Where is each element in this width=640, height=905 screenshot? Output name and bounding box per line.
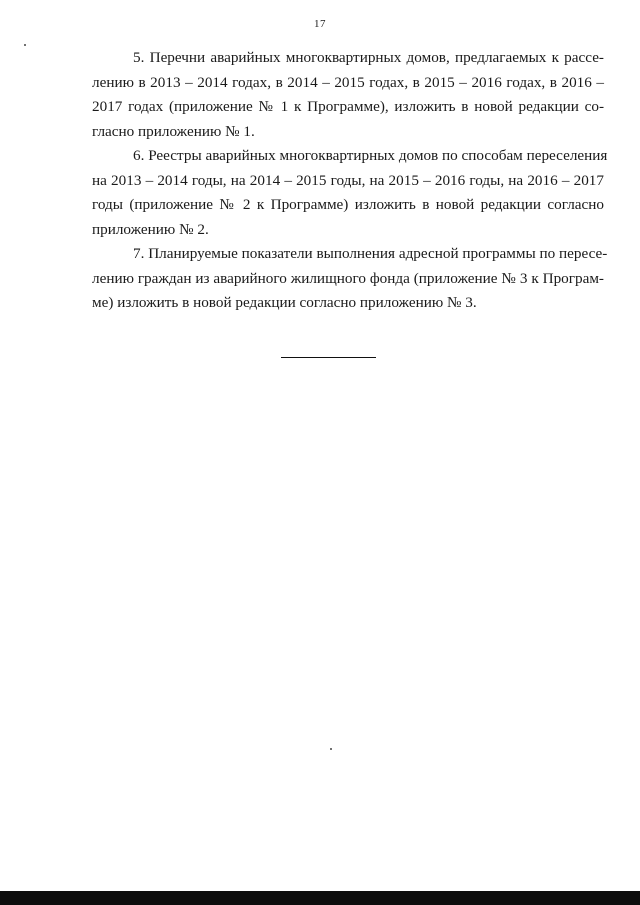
- paragraph-5: [92, 46, 604, 144]
- paragraph-line: на 2013 – 2014 годы, на 2014 – 2015 годы, на 2015 – 2016 годы, на 2016 – 2017: [92, 171, 604, 189]
- paragraph-line: ме) изложить в новой редакции согласно приложению № 3.: [92, 294, 477, 311]
- paragraph-7: [92, 242, 608, 316]
- scan-speck: [24, 44, 26, 46]
- paragraph-6: [92, 144, 608, 242]
- scan-speck: [330, 748, 332, 750]
- paragraph-line: лению граждан из аварийного жилищного фонда (приложение № 3 к Програм-: [92, 269, 604, 287]
- paragraph-line: лению в 2013 – 2014 годах, в 2014 – 2015 годах, в 2015 – 2016 годах, в 2016 –: [92, 73, 604, 91]
- page-number: 17: [314, 18, 326, 30]
- end-separator-line: [281, 357, 376, 358]
- paragraph-line: 7. Планируемые показатели выполнения адресной программы по пересе-: [133, 245, 608, 262]
- paragraph-line: 5. Перечни аварийных многоквартирных домов, предлагаемых к рассе-: [133, 49, 604, 66]
- document-body: [92, 46, 608, 316]
- paragraph-line: 2017 годах (приложение № 1 к Программе), изложить в новой редакции со-: [92, 98, 604, 115]
- scan-bottom-edge: [0, 891, 640, 905]
- paragraph-line: годы (приложение № 2 к Программе) изложить в новой редакции согласно: [92, 196, 604, 213]
- paragraph-line: гласно приложению № 1.: [92, 122, 255, 140]
- paragraph-line: приложению № 2.: [92, 220, 209, 238]
- paragraph-line: 6. Реестры аварийных многоквартирных домов по способам переселения: [133, 147, 608, 164]
